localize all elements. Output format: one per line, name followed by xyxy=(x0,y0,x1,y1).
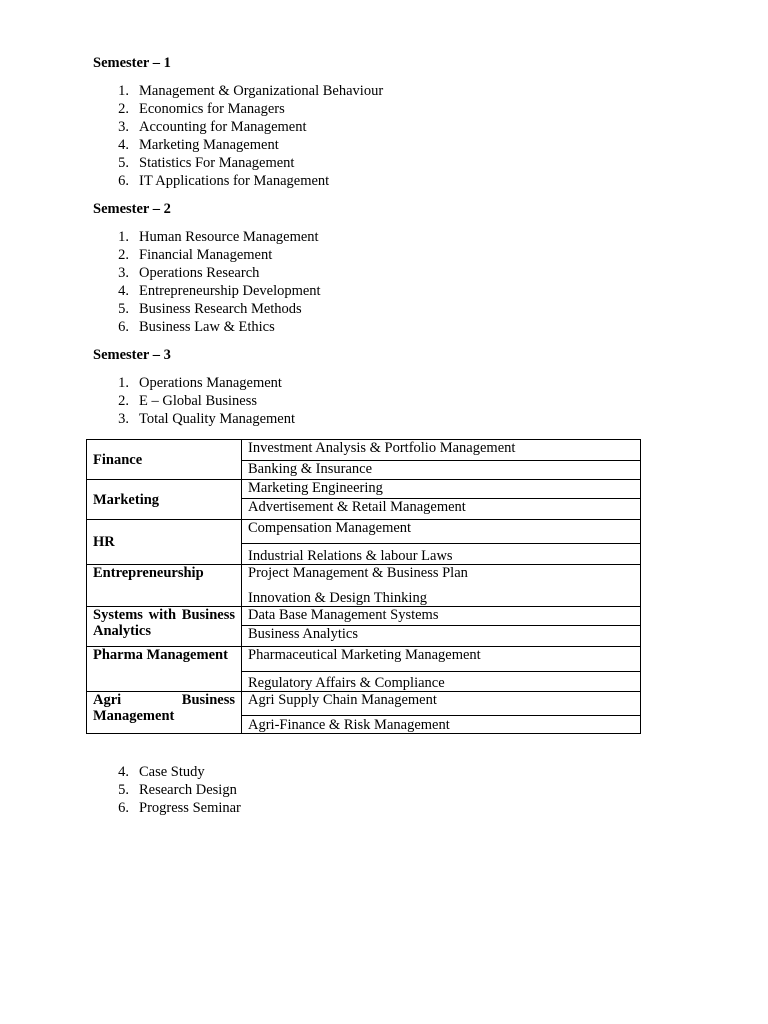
list-item xyxy=(93,799,241,817)
list-item xyxy=(93,136,383,154)
semester-3-heading: Semester – 3 xyxy=(93,347,171,363)
course-label: Marketing Management xyxy=(139,137,279,153)
course-label: Human Resource Management xyxy=(139,229,319,245)
list-number: 5. xyxy=(118,782,129,798)
list-item xyxy=(93,318,321,336)
course-label: Entrepreneurship Development xyxy=(139,283,321,299)
specialization-course: Marketing Engineering xyxy=(242,480,641,499)
list-item xyxy=(93,246,321,264)
course-label: Operations Research xyxy=(139,265,260,281)
list-item xyxy=(93,374,295,392)
list-number: 2. xyxy=(118,101,129,117)
specialization-course: Business Analytics xyxy=(242,626,641,647)
list-number: 5. xyxy=(118,301,129,317)
specialization-name: HR xyxy=(87,520,242,565)
list-item xyxy=(93,781,241,799)
table-row xyxy=(87,607,641,626)
list-number: 1. xyxy=(118,83,129,99)
list-item xyxy=(93,410,295,428)
course-label: Statistics For Management xyxy=(139,155,295,171)
table-row xyxy=(87,520,641,544)
specialization-name: Finance xyxy=(87,440,242,480)
specialization-name: Pharma Management xyxy=(87,647,242,692)
specialization-course: Agri Supply Chain Management xyxy=(242,692,641,716)
list-item xyxy=(93,763,241,781)
specialization-name: Entrepreneurship xyxy=(87,565,242,607)
list-number: 5. xyxy=(118,155,129,171)
list-number: 4. xyxy=(118,283,129,299)
course-label: Operations Management xyxy=(139,375,282,391)
additional-course-list xyxy=(93,763,241,817)
specialization-name: Marketing xyxy=(87,480,242,520)
list-item xyxy=(93,282,321,300)
specialization-table xyxy=(86,439,641,734)
course-label: Business Research Methods xyxy=(139,301,302,317)
course-label: Research Design xyxy=(139,782,237,798)
list-item xyxy=(93,172,383,190)
course-label: Financial Management xyxy=(139,247,273,263)
specialization-course: Compensation Management xyxy=(242,520,641,544)
specialization-course: Industrial Relations & labour Laws xyxy=(242,544,641,565)
list-item xyxy=(93,392,295,410)
specialization-name: Systems with Business Analytics xyxy=(87,607,242,647)
list-number: 6. xyxy=(118,173,129,189)
specialization-name: Agri Business Management xyxy=(87,692,242,734)
list-number: 2. xyxy=(118,247,129,263)
list-item xyxy=(93,100,383,118)
list-item xyxy=(93,300,321,318)
semester-1-course-list xyxy=(93,82,383,190)
specialization-course: Agri-Finance & Risk Management xyxy=(242,716,641,734)
specialization-course: Data Base Management Systems xyxy=(242,607,641,626)
table-row xyxy=(87,647,641,672)
list-number: 2. xyxy=(118,393,129,409)
list-number: 6. xyxy=(118,319,129,335)
semester-2-course-list xyxy=(93,228,321,336)
course-label: IT Applications for Management xyxy=(139,173,330,189)
course-label: Business Law & Ethics xyxy=(139,319,275,335)
course-label: E – Global Business xyxy=(139,393,258,409)
list-item xyxy=(93,228,321,246)
course-label: Case Study xyxy=(139,764,205,780)
course-label: Accounting for Management xyxy=(139,119,307,135)
list-number: 3. xyxy=(118,411,129,427)
table-row xyxy=(87,565,641,587)
semester-2-heading: Semester – 2 xyxy=(93,201,171,217)
specialization-course: Investment Analysis & Portfolio Management xyxy=(242,440,641,461)
list-number: 1. xyxy=(118,229,129,245)
specialization-course: Advertisement & Retail Management xyxy=(242,499,641,520)
list-item xyxy=(93,82,383,100)
course-label: Economics for Managers xyxy=(139,101,285,117)
table-row xyxy=(87,480,641,499)
course-label: Management & Organizational Behaviour xyxy=(139,83,384,99)
course-label: Progress Seminar xyxy=(139,800,241,816)
table-row xyxy=(87,440,641,461)
list-number: 1. xyxy=(118,375,129,391)
list-item xyxy=(93,264,321,282)
list-item xyxy=(93,118,383,136)
specialization-course: Innovation & Design Thinking xyxy=(242,587,641,607)
list-number: 3. xyxy=(118,265,129,281)
semester-1-heading: Semester – 1 xyxy=(93,55,171,71)
list-number: 6. xyxy=(118,800,129,816)
list-number: 4. xyxy=(118,137,129,153)
list-item xyxy=(93,154,383,172)
specialization-course: Project Management & Business Plan xyxy=(242,565,641,587)
list-number: 3. xyxy=(118,119,129,135)
specialization-course: Regulatory Affairs & Compliance xyxy=(242,672,641,692)
table-row xyxy=(87,692,641,716)
list-number: 4. xyxy=(118,764,129,780)
semester-3-course-list xyxy=(93,374,295,428)
specialization-course: Banking & Insurance xyxy=(242,461,641,480)
course-label: Total Quality Management xyxy=(139,411,296,427)
specialization-course: Pharmaceutical Marketing Management xyxy=(242,647,641,672)
